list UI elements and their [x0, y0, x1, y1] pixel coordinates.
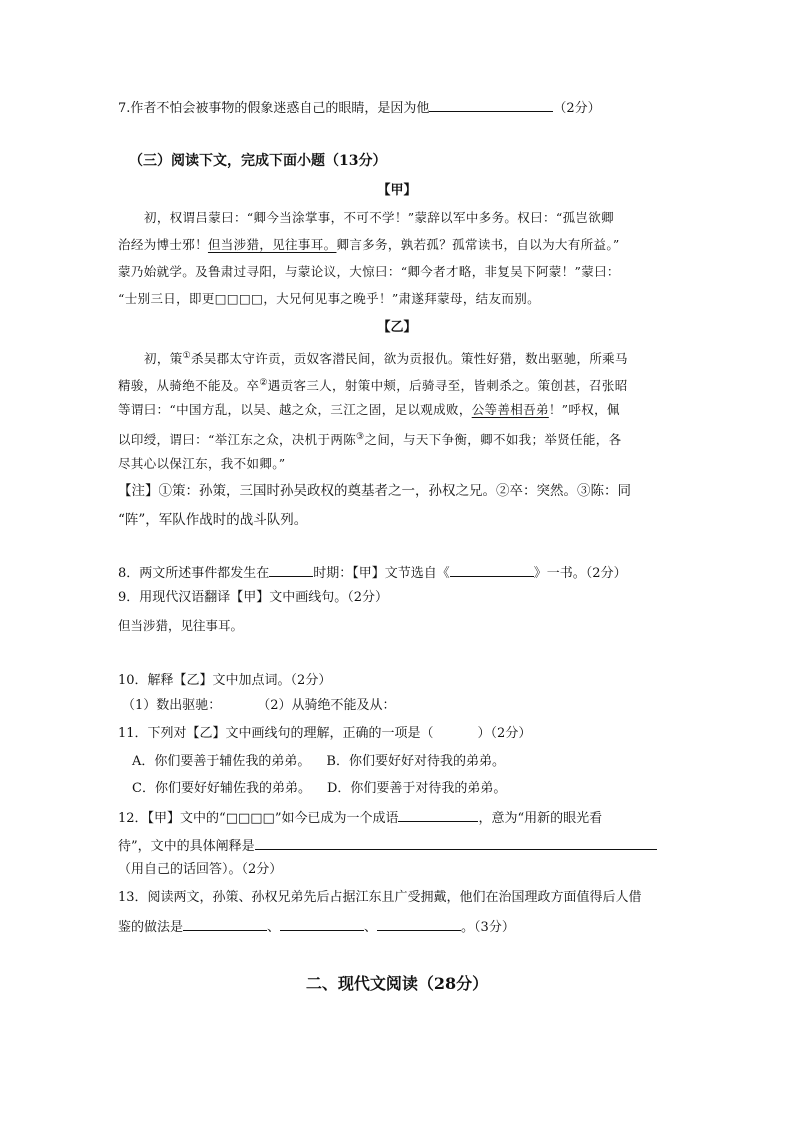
answer-blank[interactable] — [398, 808, 478, 822]
part-title: 二、现代文阅读（28分） — [305, 974, 489, 993]
passage-line: 初，策①杀吴郡太守许贡，贡奴客潜民间，欲为贡报仇。策性好猎，数出驱驰，所乘马 — [144, 351, 628, 367]
question-7: 7.作者不怕会被事物的假象迷惑自己的眼睛，是因为他 （2分） — [118, 98, 601, 117]
question-13-line2: 鉴的做法是 、 、 。（3分） — [118, 917, 515, 936]
option-row — [132, 781, 506, 797]
question-12-line2: 待”，文中的具体阐释是 — [118, 836, 657, 855]
answer-blank[interactable] — [269, 563, 313, 577]
question-12: 12．【甲】文中的“□□□□”如今已成为一个成语 ，意为“用新的眼光看 — [118, 808, 602, 827]
option-a[interactable]: A．你们要善于辅佐我的弟弟。 — [132, 754, 311, 769]
passage-line: 等谓曰：“中国方乱，以吴、越之众，三江之固，足以观成败，公等善相吾弟！”呼权，佩 — [118, 402, 620, 417]
answer-blank[interactable] — [183, 917, 267, 931]
footnote-mark: ③ — [356, 432, 365, 442]
answer-blank[interactable] — [429, 98, 553, 112]
passage-line: 尽其心以保江东，我不如卿。” — [118, 456, 286, 471]
answer-blank[interactable] — [255, 836, 657, 850]
question-11: 11．下列对【乙】文中画线句的理解，正确的一项是（ ）（2分） — [118, 726, 532, 741]
annotation: “阵”，军队作战时的战斗队列。 — [118, 512, 308, 528]
question-10-items: （1）数出驱驰： （2）从骑绝不能及从： — [122, 698, 396, 713]
question-8: 8．两文所述事件都发生在 时期：【甲】文节选自《 》一书。（2分） — [118, 563, 627, 582]
translation-sentence: 但当涉猎，见往事耳。 — [118, 618, 244, 633]
passage-line: “士别三日，即更□□□□，大兄何见事之晚乎！”肃遂拜蒙母，结友而别。 — [118, 291, 540, 306]
passage-jia-label: 【甲】 — [377, 183, 417, 198]
question-12-line3: （用自己的话回答）。（2分） — [118, 862, 283, 877]
passage-line: 以印绶，谓曰：“举江东之众，决机于两陈③之间，与天下争衡，卿不如我；举贤任能，各 — [118, 432, 622, 448]
underlined-sentence: 公等善相吾弟 — [471, 402, 549, 417]
question-9: 9．用现代汉语翻译【甲】文中画线句。（2分） — [118, 590, 389, 605]
option-row — [132, 754, 505, 770]
passage-line: 蒙乃始就学。及鲁肃过寻阳，与蒙论议，大惊曰：“卿今者才略，非复吴下阿蒙！”蒙曰： — [118, 264, 620, 279]
passage-yi-label: 【乙】 — [377, 320, 417, 335]
footnote-mark: ② — [259, 378, 268, 388]
underlined-sentence: 但当涉猎，见往事耳。 — [207, 237, 337, 252]
passage-line: 精骏，从骑绝不能及。卒②遇贡客三人，射策中颊，后骑寻至，皆刺杀之。策创甚，召张昭 — [118, 378, 628, 394]
passage-line: 初，权谓吕蒙曰：“卿今当涂掌事，不可不学！”蒙辞以军中多务。权曰：“孤岂欲卿 — [144, 210, 614, 225]
section-title: （三）阅读下文，完成下面小题（13分） — [129, 153, 387, 169]
answer-blank[interactable] — [377, 917, 461, 931]
annotation: 【注】①策：孙策，三国时孙吴政权的奠基者之一，孙权之兄。②卒：突然。③陈：同 — [118, 483, 631, 499]
option-b[interactable]: B．你们要好好对待我的弟弟。 — [326, 754, 505, 769]
option-c[interactable]: C．你们要好好辅佐我的弟弟。 — [132, 781, 311, 796]
footnote-mark: ① — [182, 351, 191, 361]
option-d[interactable]: D．你们要善于对待我的弟弟。 — [326, 781, 507, 796]
question-13: 13．阅读两文，孙策、孙权兄弟先后占据江东且广受拥戴，他们在治国理政方面值得后人借 — [118, 890, 642, 905]
answer-blank[interactable] — [280, 917, 364, 931]
passage-line: 治经为博士邪！但当涉猎，见往事耳。卿言多务，孰若孤？孤常读书，自以为大有所益。” — [118, 237, 620, 252]
question-10: 10．解释【乙】文中加点词。（2分） — [118, 673, 332, 688]
answer-blank[interactable] — [450, 563, 534, 577]
